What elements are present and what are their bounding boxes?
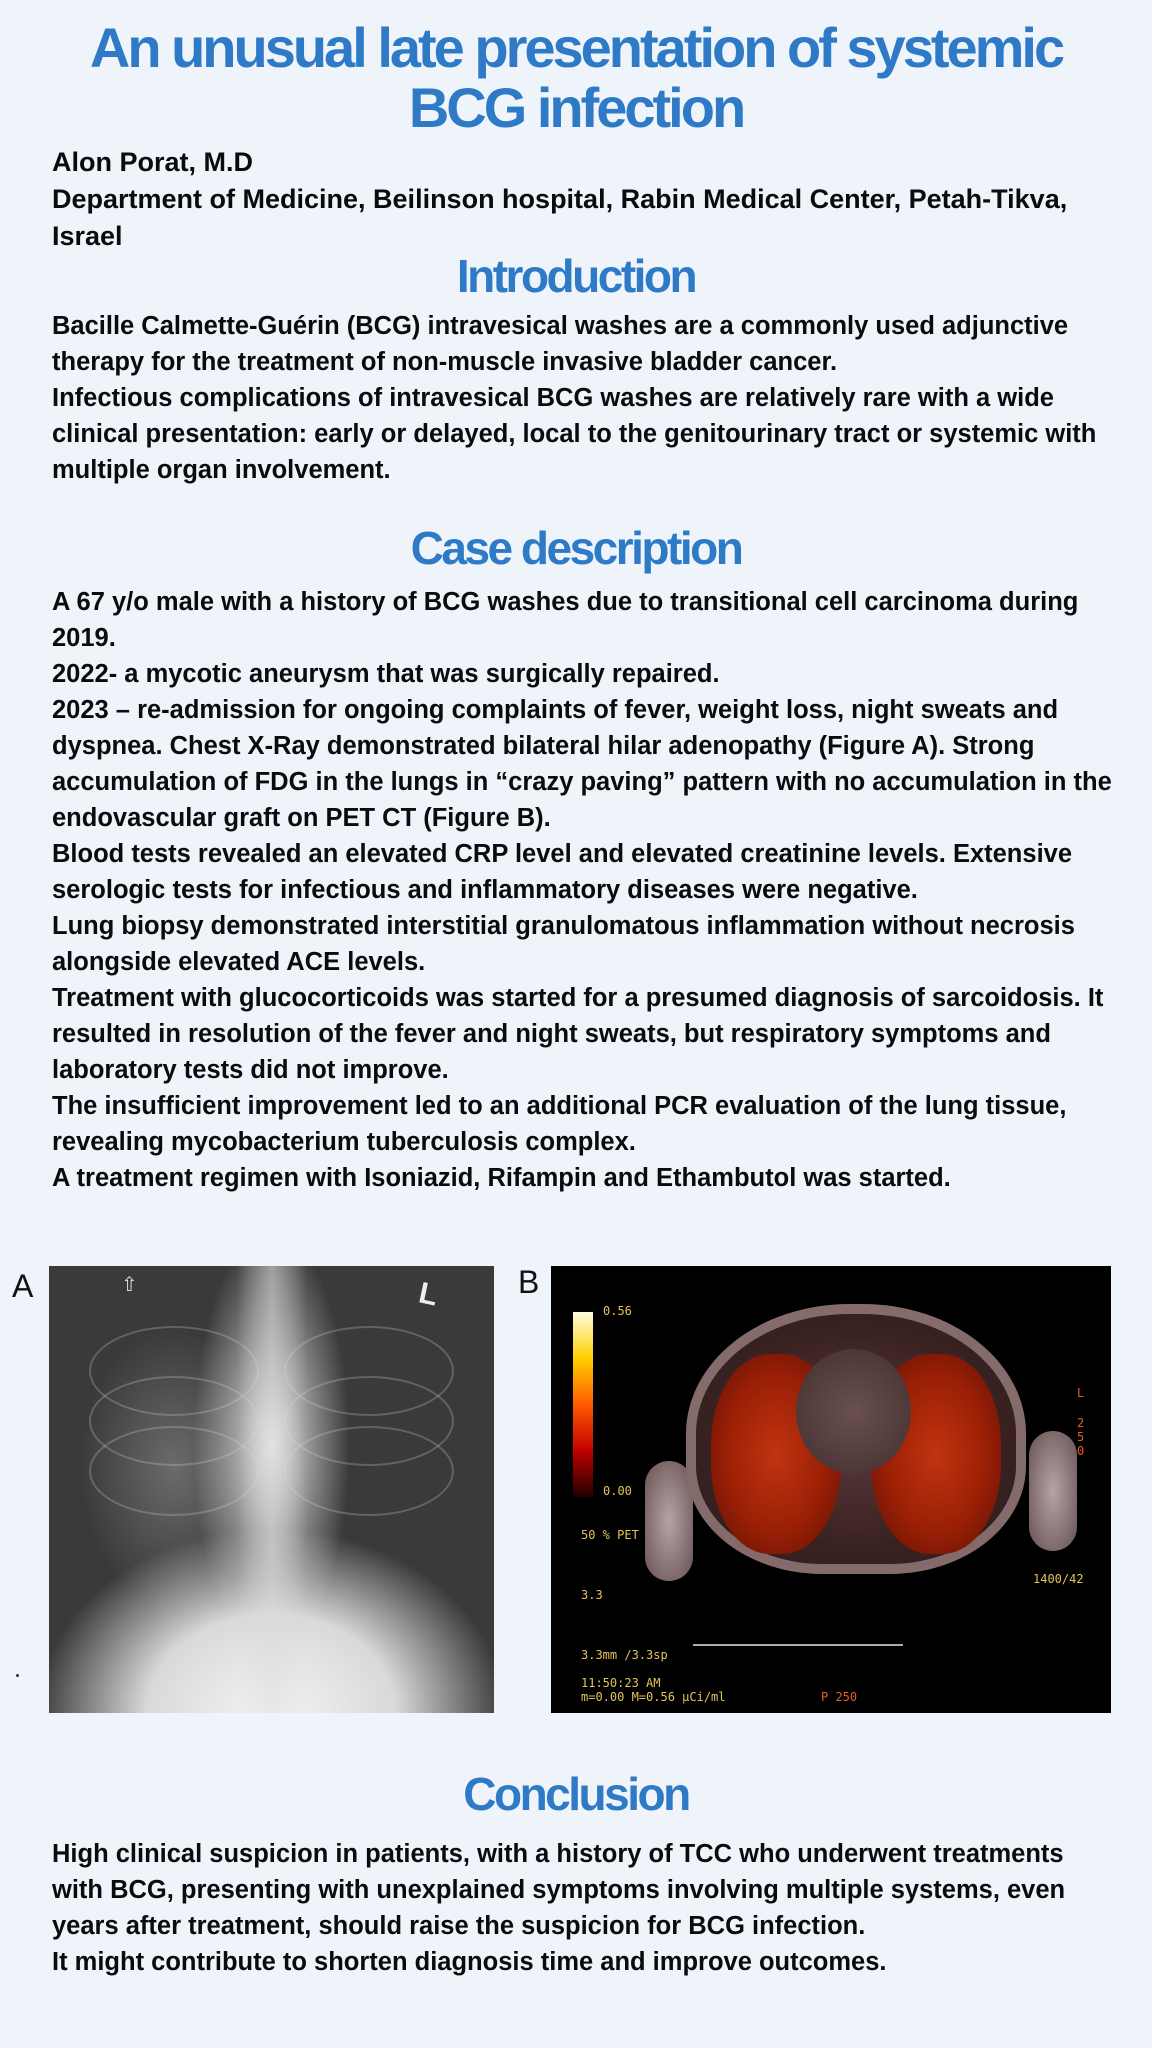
introduction-paragraph: Bacille Calmette-Guérin (BCG) intravesical washes are a commonly used adjunctive therapy for the treatment of non-muscle invasive bladder cancer.	[52, 312, 1069, 376]
case-paragraph: A treatment regimen with Isoniazid, Rifampin and Ethambutol was started.	[52, 1164, 951, 1192]
pet-scale-max: 0.56	[603, 1304, 632, 1318]
stray-dot	[16, 1674, 19, 1677]
pet-side-num: 2	[1077, 1416, 1085, 1430]
author-name: Alon Porat, M.D	[52, 147, 253, 177]
figure-b-label: B	[518, 1264, 540, 1300]
case-paragraph: A 67 y/o male with a history of BCG washes due to transitional cell carcinoma during 2019.	[52, 588, 1079, 652]
pet-time-label: 11:50:23 AM	[581, 1676, 661, 1690]
pet-side-num: 0	[1077, 1444, 1085, 1458]
author-block	[52, 144, 1112, 255]
chest-xray-image	[49, 1266, 494, 1713]
figure-a-label: A	[12, 1268, 34, 1304]
introduction-heading: Introduction	[456, 250, 696, 302]
pet-side-letter: L	[1077, 1386, 1085, 1400]
title-line-1: An unusual late presentation of systemic	[89, 16, 1063, 79]
pet-slice-label: 3.3	[581, 1588, 603, 1602]
case-paragraph: Lung biopsy demonstrated interstitial granulomatous inflammation without necrosis alongside elevated ACE levels.	[52, 912, 1075, 976]
pet-torso	[686, 1304, 1026, 1574]
conclusion-text	[52, 1836, 1112, 1980]
xray-side-marker: L	[415, 1276, 441, 1313]
pet-range-label: m=0.00 M=0.56 µCi/ml	[581, 1690, 726, 1704]
up-arrow-icon: ⇧	[121, 1274, 138, 1296]
title-line-2: BCG infection	[408, 76, 744, 139]
case-paragraph: Blood tests revealed an elevated CRP level and elevated creatinine levels. Extensive serologic tests for infectious and inflammatory diseases were negative.	[52, 840, 1073, 904]
conclusion-heading: Conclusion	[463, 1768, 689, 1820]
case-text	[52, 584, 1112, 1196]
pet-percent-label: 50 % PET	[581, 1528, 639, 1542]
case-paragraph: 2023 – re-admission for ongoing complaints of fever, weight loss, night sweats and dyspnea. Chest X-Ray demonstrated bilateral hilar adenopathy (Figure A). Strong accumulation of FDG in the lungs in “crazy paving” pattern with no accumulation in the endovascular graft on PET CT (Figure B).	[52, 696, 1112, 832]
pet-scale-min: 0.00	[603, 1484, 632, 1498]
conclusion-paragraph: High clinical suspicion in patients, with a history of TCC who underwent treatments with BCG, presenting with unexplained symptoms involving multiple systems, even years after treatment, should raise the suspicion for BCG infection.	[52, 1840, 1066, 1940]
pet-position-label: P 250	[821, 1690, 858, 1704]
conclusion-paragraph: It might contribute to shorten diagnosis time and improve outcomes.	[52, 1948, 887, 1976]
introduction-paragraph: Infectious complications of intravesical BCG washes are relatively rare with a wide clinical presentation: early or delayed, local to the genitourinary tract or systemic with multiple organ involvement.	[52, 384, 1097, 484]
pet-side-num: 5	[1077, 1430, 1085, 1444]
color-scale-bar	[573, 1312, 593, 1497]
author-affiliation: Department of Medicine, Beilinson hospital, Rabin Medical Center, Petah-Tikva, Israel	[52, 184, 1068, 251]
pet-thickness-label: 3.3mm /3.3sp	[581, 1648, 668, 1662]
case-paragraph: The insufficient improvement led to an additional PCR evaluation of the lung tissue, revealing mycobacterium tuberculosis complex.	[52, 1092, 1067, 1156]
introduction-text	[52, 308, 1112, 488]
case-paragraph: Treatment with glucocorticoids was started for a presumed diagnosis of sarcoidosis. It resulted in resolution of the fever and night sweats, but respiratory symptoms and laboratory tests did not improve.	[52, 984, 1104, 1084]
pet-ct-image	[551, 1266, 1111, 1713]
case-heading: Case description	[410, 522, 742, 574]
pet-window-label: 1400/42	[1033, 1572, 1084, 1586]
poster-title	[0, 18, 1152, 138]
case-paragraph: 2022- a mycotic aneurysm that was surgically repaired.	[52, 660, 720, 688]
